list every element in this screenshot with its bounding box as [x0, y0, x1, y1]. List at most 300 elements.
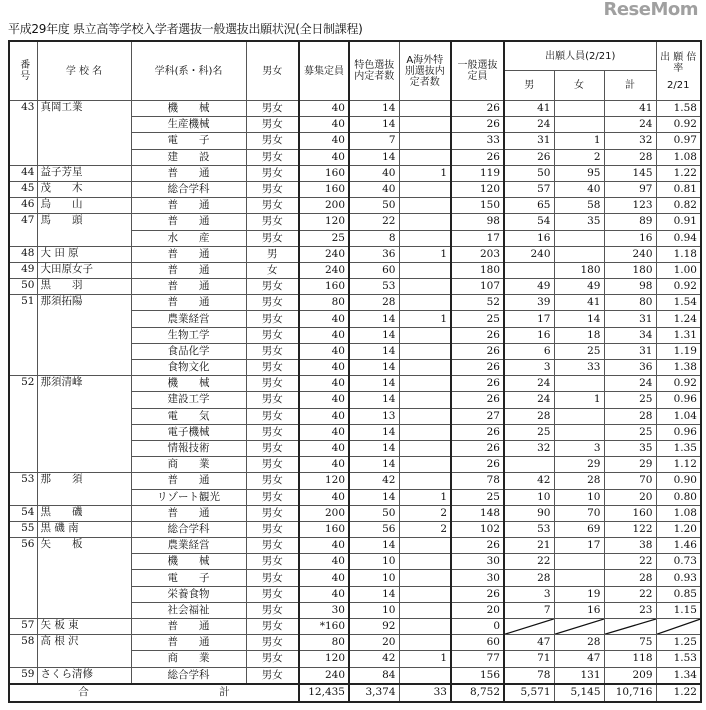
male-applicants: 3 [504, 586, 554, 602]
total-female: 5,145 [554, 684, 604, 702]
total-applicants: 23 [604, 602, 656, 618]
female-applicants [554, 101, 604, 117]
quota: 40 [299, 311, 349, 327]
kaigai-count [399, 360, 451, 376]
male-applicants: 16 [504, 230, 554, 246]
sex-type: 男女 [246, 279, 299, 295]
school-name: 茂 木 [37, 181, 131, 197]
table-row [9, 214, 701, 230]
total-applicants: 209 [604, 667, 656, 684]
female-applicants [554, 570, 604, 586]
sex-type: 男女 [246, 570, 299, 586]
header-ippan: 一般選抜定員 [451, 41, 504, 101]
school-number: 44 [9, 165, 37, 181]
application-ratio: 1.22 [656, 165, 701, 181]
female-applicants: 28 [554, 635, 604, 651]
total-applicants: 24 [604, 376, 656, 392]
quota: 200 [299, 198, 349, 214]
ippan-quota: 78 [451, 473, 504, 489]
total-label-a: 合 [78, 686, 89, 699]
ippan-quota: 102 [451, 521, 504, 537]
department-name: 生物工学 [131, 327, 246, 343]
header-male: 男 [504, 71, 554, 101]
header-female: 女 [554, 71, 604, 101]
male-applicants: 57 [504, 181, 554, 197]
tokushoku-count: 14 [349, 392, 399, 408]
sex-type: 男女 [246, 360, 299, 376]
male-applicants: 41 [504, 101, 554, 117]
department-name: 普 通 [131, 214, 246, 230]
kaigai-count: 2 [399, 521, 451, 537]
male-applicants [504, 262, 554, 278]
kaigai-count [399, 667, 451, 684]
tokushoku-count: 14 [349, 311, 399, 327]
kaigai-count: 1 [399, 165, 451, 181]
department-name: 機 械 [131, 376, 246, 392]
sex-type: 男女 [246, 619, 299, 635]
kaigai-count [399, 392, 451, 408]
quota: 80 [299, 295, 349, 311]
male-applicants: 65 [504, 198, 554, 214]
department-name: 情報技術 [131, 440, 246, 456]
school-name: 高 根 沢 [37, 635, 131, 667]
header-kaigai: A海外特別選抜内定者数 [399, 41, 451, 101]
total-applicants: 28 [604, 408, 656, 424]
ippan-quota: 30 [451, 554, 504, 570]
header-no [9, 41, 37, 101]
department-name: 普 通 [131, 635, 246, 651]
female-applicants [554, 230, 604, 246]
tokushoku-count: 14 [349, 360, 399, 376]
ippan-quota: 26 [451, 586, 504, 602]
male-applicants: 53 [504, 521, 554, 537]
kaigai-count [399, 117, 451, 133]
department-name: 農業経営 [131, 538, 246, 554]
male-applicants: 24 [504, 392, 554, 408]
department-name: 普 通 [131, 246, 246, 262]
application-ratio [656, 619, 701, 635]
total-applicants: 70 [604, 473, 656, 489]
application-ratio: 1.20 [656, 521, 701, 537]
header-ratio-date: 2/21 [667, 79, 690, 91]
sex-type: 男女 [246, 635, 299, 651]
tokushoku-count: 40 [349, 165, 399, 181]
page-title: 平成29年度 県立高等学校入学者選抜一般選抜出願状況(全日制課程) [8, 22, 363, 36]
kaigai-count: 1 [399, 311, 451, 327]
kaigai-count: 2 [399, 505, 451, 521]
school-number: 54 [9, 505, 37, 521]
total-applicants: 22 [604, 586, 656, 602]
application-ratio: 1.18 [656, 246, 701, 262]
male-applicants: 54 [504, 214, 554, 230]
tokushoku-count: 36 [349, 246, 399, 262]
sex-type: 男女 [246, 376, 299, 392]
tokushoku-count: 14 [349, 457, 399, 473]
kaigai-count [399, 554, 451, 570]
tokushoku-count: 14 [349, 149, 399, 165]
school-number: 58 [9, 635, 37, 667]
sex-type: 男女 [246, 214, 299, 230]
kaigai-count [399, 133, 451, 149]
application-ratio: 0.93 [656, 570, 701, 586]
total-applicants: 20 [604, 489, 656, 505]
sex-type: 男女 [246, 554, 299, 570]
kaigai-count [399, 440, 451, 456]
school-name: 大田原女子 [37, 262, 131, 278]
total-applicants: 160 [604, 505, 656, 521]
kaigai-count [399, 408, 451, 424]
kaigai-count: 1 [399, 651, 451, 667]
quota: 40 [299, 440, 349, 456]
quota: 40 [299, 408, 349, 424]
total-applicants: 28 [604, 570, 656, 586]
tokushoku-count: 40 [349, 181, 399, 197]
male-applicants [504, 619, 554, 635]
application-ratio: 1.08 [656, 149, 701, 165]
male-applicants: 10 [504, 489, 554, 505]
male-applicants: 28 [504, 570, 554, 586]
total-row [9, 684, 701, 702]
department-name: 総合学科 [131, 521, 246, 537]
tokushoku-count: 28 [349, 295, 399, 311]
school-name: 黒 磯 [37, 505, 131, 521]
application-ratio: 1.35 [656, 440, 701, 456]
department-name: 機 械 [131, 101, 246, 117]
ippan-quota: 26 [451, 149, 504, 165]
total-applicants: 180 [604, 262, 656, 278]
female-applicants: 16 [554, 602, 604, 618]
department-name: 商 業 [131, 457, 246, 473]
tokushoku-count: 84 [349, 667, 399, 684]
header-applicants: 出願人員(2/21) [504, 41, 656, 71]
sex-type: 男女 [246, 489, 299, 505]
male-applicants: 3 [504, 360, 554, 376]
male-applicants: 39 [504, 295, 554, 311]
female-applicants: 14 [554, 311, 604, 327]
sex-type: 男女 [246, 651, 299, 667]
table-row [9, 101, 701, 117]
ippan-quota: 26 [451, 327, 504, 343]
quota: 40 [299, 554, 349, 570]
total-ippan: 8,752 [451, 684, 504, 702]
school-name: 矢 板 東 [37, 619, 131, 635]
total-applicants: 28 [604, 149, 656, 165]
school-name: 那須清峰 [37, 376, 131, 473]
ippan-quota: 26 [451, 457, 504, 473]
application-ratio: 1.31 [656, 327, 701, 343]
tokushoku-count: 14 [349, 117, 399, 133]
female-applicants: 95 [554, 165, 604, 181]
quota: 40 [299, 133, 349, 149]
male-applicants: 31 [504, 133, 554, 149]
tokushoku-count: 14 [349, 538, 399, 554]
application-ratio: 0.92 [656, 117, 701, 133]
application-ratio: 0.92 [656, 279, 701, 295]
quota: 40 [299, 149, 349, 165]
quota: 40 [299, 489, 349, 505]
total-kaigai: 33 [399, 684, 451, 702]
total-applicants: 41 [604, 101, 656, 117]
table-row [9, 538, 701, 554]
female-applicants: 29 [554, 457, 604, 473]
department-name: 総合学科 [131, 181, 246, 197]
quota: 40 [299, 360, 349, 376]
sex-type: 男女 [246, 198, 299, 214]
male-applicants: 24 [504, 117, 554, 133]
header-quota: 募集定員 [299, 41, 349, 101]
female-applicants [554, 376, 604, 392]
sex-type: 男 [246, 246, 299, 262]
table-row [9, 376, 701, 392]
kaigai-count: 1 [399, 489, 451, 505]
quota: 160 [299, 521, 349, 537]
total-applicants: 25 [604, 392, 656, 408]
female-applicants [554, 117, 604, 133]
department-name: 生産機械 [131, 117, 246, 133]
table-row [9, 246, 701, 262]
female-applicants: 1 [554, 133, 604, 149]
male-applicants: 17 [504, 311, 554, 327]
female-applicants: 3 [554, 440, 604, 456]
department-name: 電 子 [131, 570, 246, 586]
ippan-quota: 77 [451, 651, 504, 667]
tokushoku-count: 50 [349, 198, 399, 214]
kaigai-count [399, 602, 451, 618]
total-applicants: 25 [604, 424, 656, 440]
application-ratio: 1.04 [656, 408, 701, 424]
kaigai-count [399, 198, 451, 214]
female-applicants: 2 [554, 149, 604, 165]
ippan-quota: 148 [451, 505, 504, 521]
school-number: 59 [9, 667, 37, 684]
header-total: 計 [604, 71, 656, 101]
kaigai-count [399, 295, 451, 311]
male-applicants: 25 [504, 424, 554, 440]
female-applicants: 70 [554, 505, 604, 521]
ippan-quota: 33 [451, 133, 504, 149]
quota: 40 [299, 424, 349, 440]
sex-type: 男女 [246, 602, 299, 618]
tokushoku-count: 14 [349, 489, 399, 505]
total-applicants: 31 [604, 311, 656, 327]
department-name: 普 通 [131, 295, 246, 311]
male-applicants: 32 [504, 440, 554, 456]
female-applicants [554, 554, 604, 570]
application-ratio: 0.94 [656, 230, 701, 246]
male-applicants: 42 [504, 473, 554, 489]
total-applicants: 98 [604, 279, 656, 295]
female-applicants: 41 [554, 295, 604, 311]
male-applicants: 78 [504, 667, 554, 684]
ippan-quota: 26 [451, 440, 504, 456]
total-applicants [604, 619, 656, 635]
sex-type: 男女 [246, 343, 299, 359]
male-applicants: 24 [504, 376, 554, 392]
female-applicants [554, 246, 604, 262]
tokushoku-count: 60 [349, 262, 399, 278]
ippan-quota: 26 [451, 424, 504, 440]
total-tokushoku: 3,374 [349, 684, 399, 702]
male-applicants: 71 [504, 651, 554, 667]
male-applicants: 26 [504, 149, 554, 165]
ippan-quota: 60 [451, 635, 504, 651]
school-number: 57 [9, 619, 37, 635]
sex-type: 男女 [246, 230, 299, 246]
tokushoku-count: 14 [349, 424, 399, 440]
school-number: 50 [9, 279, 37, 295]
quota: 40 [299, 586, 349, 602]
department-name: 総合学科 [131, 667, 246, 684]
sex-type: 男女 [246, 117, 299, 133]
female-applicants: 19 [554, 586, 604, 602]
kaigai-count [399, 343, 451, 359]
table-body [9, 101, 701, 702]
female-applicants: 69 [554, 521, 604, 537]
quota: 25 [299, 230, 349, 246]
tokushoku-count: 92 [349, 619, 399, 635]
kaigai-count [399, 181, 451, 197]
sex-type: 男女 [246, 165, 299, 181]
ippan-quota: 150 [451, 198, 504, 214]
quota: 120 [299, 473, 349, 489]
total-quota: 12,435 [299, 684, 349, 702]
header-tokushoku: 特色選抜内定者数 [349, 41, 399, 101]
kaigai-count [399, 262, 451, 278]
quota: 240 [299, 246, 349, 262]
school-name: さくら清修 [37, 667, 131, 684]
ippan-quota: 120 [451, 181, 504, 197]
female-applicants: 35 [554, 214, 604, 230]
quota: 120 [299, 214, 349, 230]
sex-type: 男女 [246, 295, 299, 311]
application-ratio: 0.96 [656, 424, 701, 440]
tokushoku-count: 10 [349, 570, 399, 586]
tokushoku-count: 13 [349, 408, 399, 424]
application-ratio: 1.34 [656, 667, 701, 684]
tokushoku-count: 10 [349, 602, 399, 618]
quota: 160 [299, 165, 349, 181]
tokushoku-count: 42 [349, 651, 399, 667]
application-ratio: 0.73 [656, 554, 701, 570]
department-name: 普 通 [131, 619, 246, 635]
school-name: 黒 羽 [37, 279, 131, 295]
ippan-quota: 26 [451, 101, 504, 117]
school-number: 48 [9, 246, 37, 262]
ippan-quota: 119 [451, 165, 504, 181]
table-row [9, 619, 701, 635]
school-name: 真岡工業 [37, 101, 131, 166]
department-name: 普 通 [131, 165, 246, 181]
department-name: 食物文化 [131, 360, 246, 376]
female-applicants: 40 [554, 181, 604, 197]
school-name: 那 須 [37, 473, 131, 505]
tokushoku-count: 14 [349, 101, 399, 117]
male-applicants: 7 [504, 602, 554, 618]
male-applicants [504, 457, 554, 473]
male-applicants: 28 [504, 408, 554, 424]
kaigai-count [399, 619, 451, 635]
sex-type: 男女 [246, 521, 299, 537]
application-ratio: 1.19 [656, 343, 701, 359]
female-applicants: 1 [554, 392, 604, 408]
quota: 40 [299, 327, 349, 343]
quota: 160 [299, 279, 349, 295]
total-label [9, 684, 299, 702]
table-row [9, 279, 701, 295]
total-male: 5,571 [504, 684, 554, 702]
ippan-quota: 26 [451, 343, 504, 359]
sex-type: 男女 [246, 392, 299, 408]
male-applicants: 21 [504, 538, 554, 554]
quota: 40 [299, 570, 349, 586]
department-name: 農業経営 [131, 311, 246, 327]
application-ratio: 0.97 [656, 133, 701, 149]
ippan-quota: 156 [451, 667, 504, 684]
sex-type: 男女 [246, 133, 299, 149]
tokushoku-count: 14 [349, 376, 399, 392]
department-name: 普 通 [131, 279, 246, 295]
ippan-quota: 30 [451, 570, 504, 586]
total-applicants: 80 [604, 295, 656, 311]
kaigai-count [399, 538, 451, 554]
header-ratio-label: 出 願 倍 率 [660, 51, 697, 74]
kaigai-count [399, 230, 451, 246]
sex-type: 男女 [246, 181, 299, 197]
male-applicants: 16 [504, 327, 554, 343]
quota: 40 [299, 117, 349, 133]
total-applicants: 24 [604, 117, 656, 133]
quota: 240 [299, 262, 349, 278]
ippan-quota: 98 [451, 214, 504, 230]
total-ratio: 1.22 [656, 684, 701, 702]
total-label-b: 計 [219, 686, 230, 699]
kaigai-count [399, 376, 451, 392]
kaigai-count [399, 327, 451, 343]
tokushoku-count: 53 [349, 279, 399, 295]
sex-type: 男女 [246, 327, 299, 343]
kaigai-count [399, 635, 451, 651]
sex-type: 男女 [246, 505, 299, 521]
male-applicants: 47 [504, 635, 554, 651]
watermark-logo: ReseMom [603, 0, 698, 20]
application-ratio: 0.85 [656, 586, 701, 602]
school-number: 56 [9, 538, 37, 619]
school-number: 55 [9, 521, 37, 537]
total-applicants: 16 [604, 230, 656, 246]
total-applicants: 38 [604, 538, 656, 554]
tokushoku-count: 7 [349, 133, 399, 149]
quota: 160 [299, 181, 349, 197]
school-name: 烏 山 [37, 198, 131, 214]
diagonal-line [555, 619, 604, 634]
tokushoku-count: 14 [349, 343, 399, 359]
female-applicants: 33 [554, 360, 604, 376]
school-number: 51 [9, 295, 37, 376]
kaigai-count [399, 279, 451, 295]
kaigai-count [399, 101, 451, 117]
school-name: 黒 磯 南 [37, 521, 131, 537]
department-name: 建 設 [131, 149, 246, 165]
total-applicants: 36 [604, 360, 656, 376]
application-ratio: 0.96 [656, 392, 701, 408]
table-row [9, 667, 701, 684]
school-name: 那須拓陽 [37, 295, 131, 376]
school-name: 大 田 原 [37, 246, 131, 262]
ippan-quota: 26 [451, 392, 504, 408]
ippan-quota: 25 [451, 311, 504, 327]
total-applicants: 31 [604, 343, 656, 359]
tokushoku-count: 50 [349, 505, 399, 521]
